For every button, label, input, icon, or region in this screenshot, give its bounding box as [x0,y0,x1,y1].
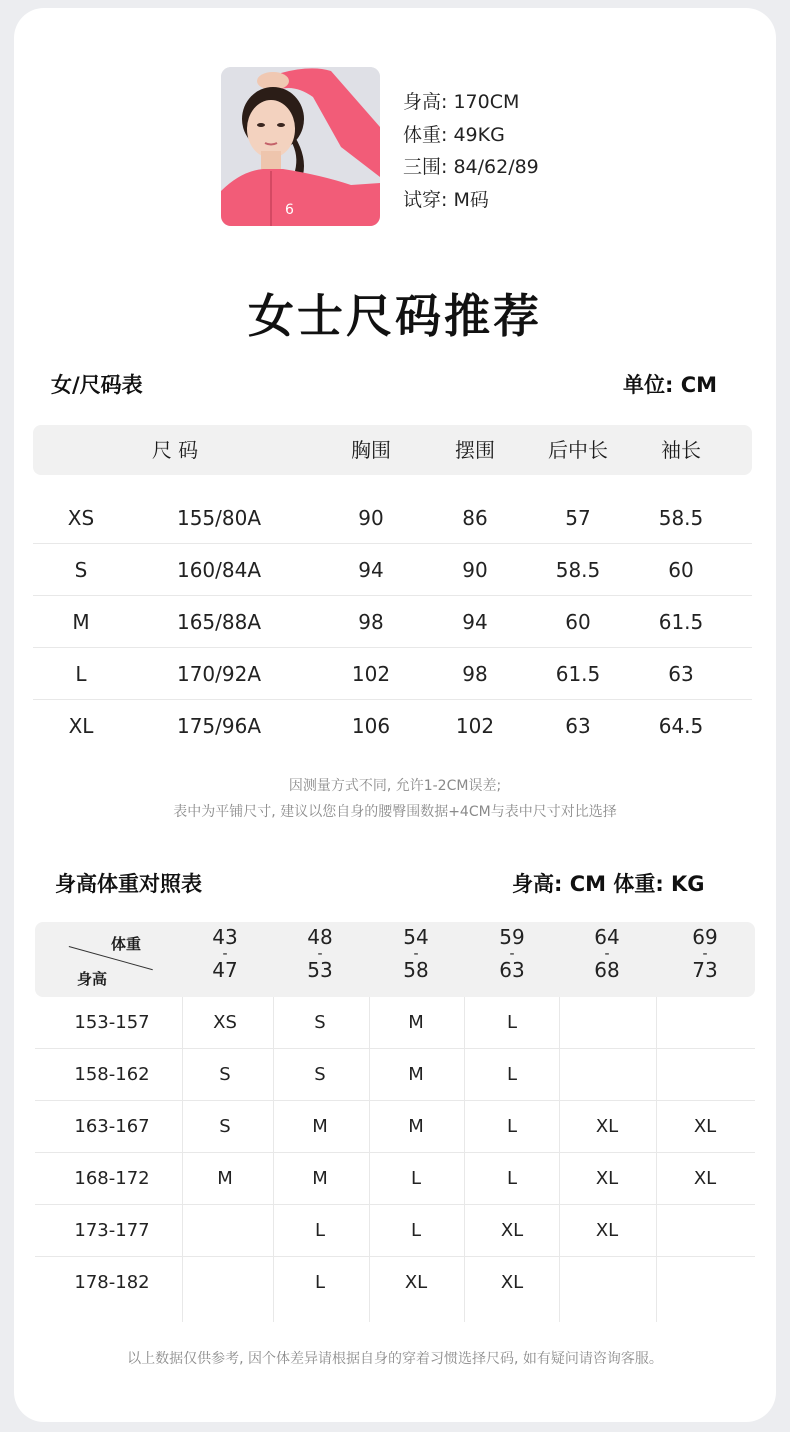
table-cell: M [312,1168,328,1189]
weight-dash: - [604,946,610,962]
table-row [33,492,752,544]
size-chart-header [33,425,752,475]
table-cell: 64.5 [658,714,704,738]
table-cell: 61.5 [658,610,704,634]
header-sleeve: 袖长 [661,438,701,462]
height-range: 178-182 [74,1272,150,1293]
hw-chart-unit: 身高: CM 体重: KG [512,872,705,896]
table-cell: XL [500,1220,524,1241]
table-cell: 90 [462,558,488,582]
model-tried-size: 试穿: M码 [403,188,489,211]
table-cell: M [408,1012,424,1033]
table-cell: L [410,1220,422,1241]
height-range: 153-157 [74,1012,150,1033]
table-cell: S [219,1116,231,1137]
weight-col-4 [499,925,525,982]
table-cell: 106 [351,714,391,738]
table-row [35,1049,755,1101]
table-cell: 58.5 [555,558,601,582]
weight-col-2 [307,925,333,982]
table-cell: 102 [351,662,391,686]
table-cell: 60 [565,610,591,634]
table-cell: XL [68,714,94,738]
table-cell: 175/96A [176,714,262,738]
size-chart-table [33,425,752,752]
table-row [35,1257,755,1309]
weight-min: 69 [692,925,718,949]
table-cell: M [408,1064,424,1085]
header-height-label: 身高 [77,970,108,988]
table-cell: XL [693,1116,717,1137]
table-cell: L [506,1064,518,1085]
table-cell: 170/92A [176,662,262,686]
table-cell: M [312,1116,328,1137]
weight-min: 54 [403,925,429,949]
size-note [0,773,790,825]
weight-min: 43 [212,925,238,949]
model-measurements: 三围: 84/62/89 [403,156,539,178]
table-cell: XL [404,1272,428,1293]
weight-col-6 [692,925,718,982]
table-cell: S [314,1064,326,1085]
size-chart-rows [33,492,752,752]
table-cell: 94 [358,558,384,582]
table-row [35,1101,755,1153]
weight-max: 63 [499,958,525,982]
table-row [35,1153,755,1205]
weight-dash: - [509,946,515,962]
hw-chart-title: 身高体重对照表 [55,872,202,896]
weight-max: 68 [594,958,620,982]
weight-dash: - [413,946,419,962]
weight-col-5 [594,925,620,982]
table-cell: 58.5 [658,506,704,530]
weight-min: 48 [307,925,333,949]
weight-max: 58 [403,958,429,982]
table-cell: S [314,1012,326,1033]
weight-dash: - [317,946,323,962]
height-range: 163-167 [74,1116,150,1137]
table-row [35,1205,755,1257]
table-cell: 90 [358,506,384,530]
weight-min: 59 [499,925,525,949]
table-cell: 63 [565,714,591,738]
size-note-line2: 表中为平铺尺寸, 建议以您自身的腰臀围数据+4CM与表中尺寸对比选择 [173,804,617,820]
table-cell: 160/84A [176,558,262,582]
table-cell: 98 [358,610,384,634]
page-title: 女士尺码推荐 [248,289,542,343]
table-cell: XL [500,1272,524,1293]
table-cell: XS [67,506,95,530]
header-size: 尺 码 [151,438,199,462]
table-cell: 60 [668,558,694,582]
size-chart-unit: 单位: CM [623,373,718,397]
table-cell: S [74,558,88,582]
table-cell: XL [693,1168,717,1189]
table-cell: L [410,1168,422,1189]
table-row [33,700,752,752]
table-cell: 63 [668,662,694,686]
table-cell: L [75,662,87,686]
table-row [33,544,752,596]
weight-max: 73 [692,958,718,982]
footer-note: 以上数据仅供参考, 因个体差异请根据自身的穿着习惯选择尺码, 如有疑问请咨询客服。 [127,1351,663,1367]
table-cell: L [314,1272,326,1293]
size-chart-title: 女/尺码表 [51,373,143,397]
header-hem: 摆围 [455,438,495,462]
weight-col-3 [403,925,429,982]
header-weight-label: 体重 [111,935,142,953]
header-back-length: 后中长 [548,438,608,462]
weight-col-1 [212,925,238,982]
table-cell: 155/80A [176,506,262,530]
model-weight: 体重: 49KG [403,123,505,146]
hw-chart-header [35,922,755,997]
height-range: 168-172 [74,1168,150,1189]
weight-max: 47 [212,958,238,982]
table-cell: 86 [462,506,488,530]
header-chest: 胸围 [351,438,391,462]
table-cell: 98 [462,662,488,686]
table-cell: 61.5 [555,662,601,686]
hw-chart-rows [35,997,755,1309]
table-cell: M [217,1168,233,1189]
table-cell: M [72,610,90,634]
table-cell: L [506,1116,518,1137]
weight-dash: - [702,946,708,962]
model-height: 身高: 170CM [403,91,520,113]
table-cell: S [219,1064,231,1085]
table-cell: M [408,1116,424,1137]
table-cell: XL [595,1168,619,1189]
height-range: 173-177 [74,1220,150,1241]
weight-min: 64 [594,925,620,949]
weight-dash: - [222,946,228,962]
table-cell: XS [213,1012,237,1033]
model-info [403,86,539,216]
table-cell: 165/88A [176,610,262,634]
size-note-line1: 因测量方式不同, 允许1-2CM误差; [288,778,502,794]
table-row [35,997,755,1049]
table-cell: 102 [455,714,495,738]
hw-chart-table [35,922,755,1309]
table-row [33,596,752,648]
svg-text:6: 6 [285,202,294,218]
model-photo [221,67,380,226]
table-cell: XL [595,1116,619,1137]
table-cell: XL [595,1220,619,1241]
table-cell: L [506,1012,518,1033]
table-cell: L [314,1220,326,1241]
table-cell: L [506,1168,518,1189]
height-range: 158-162 [74,1064,150,1085]
table-cell: 57 [565,506,591,530]
table-row [33,648,752,700]
table-cell: 94 [462,610,488,634]
weight-max: 53 [307,958,333,982]
